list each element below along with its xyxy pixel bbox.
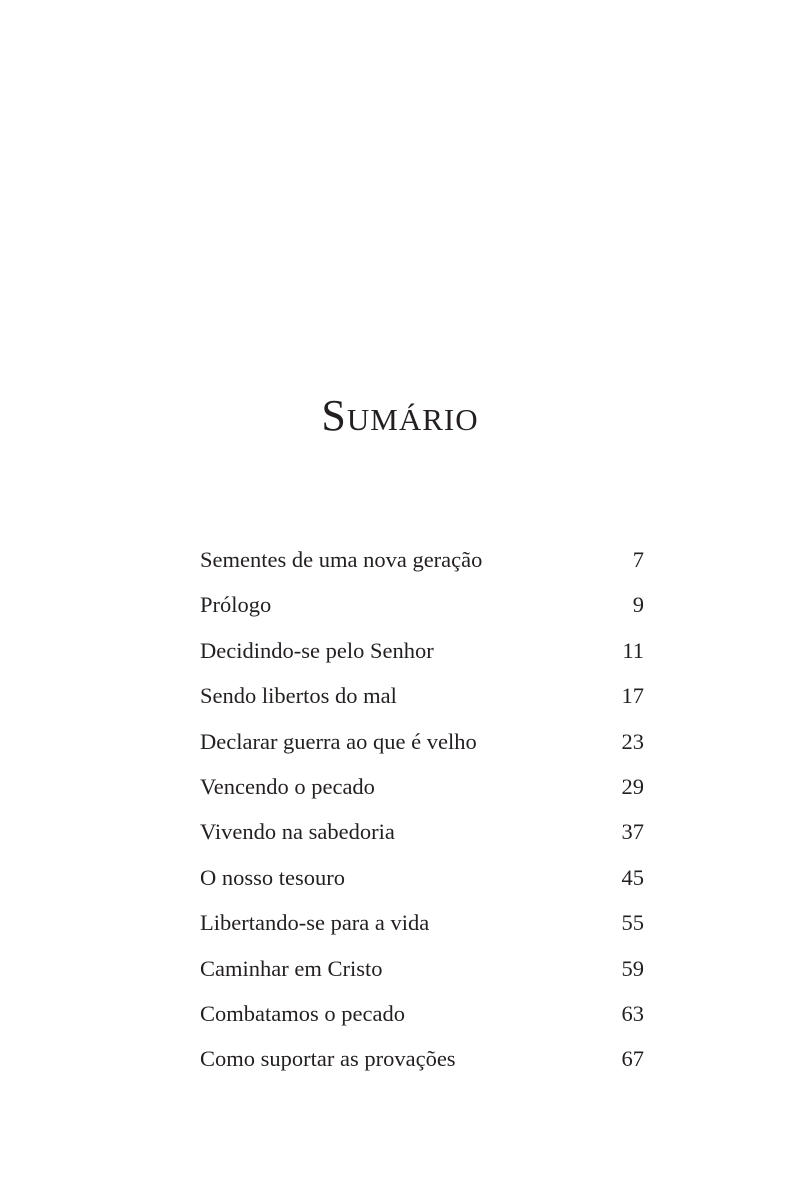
toc-entry-title: Decidindo-se pelo Senhor <box>200 637 434 663</box>
toc-entry-title: Sementes de uma nova geração <box>200 547 483 572</box>
toc-entry-title: Caminhar em Cristo <box>200 955 383 981</box>
toc-entry <box>200 628 644 673</box>
toc-entry-title: Sendo libertos do mal <box>200 683 397 709</box>
toc-entry-page-number: 63 <box>621 1000 644 1026</box>
toc-entry <box>200 764 644 809</box>
toc-entry-page-number: 29 <box>621 773 644 799</box>
table-of-contents <box>200 537 644 1082</box>
toc-entry-page-number: 11 <box>622 637 644 663</box>
toc-entry <box>200 719 644 764</box>
page-title: Sumário <box>321 391 479 440</box>
toc-entry-title: Vencendo o pecado <box>200 773 375 799</box>
toc-entry <box>200 991 644 1036</box>
toc-entry-title: Prólogo <box>200 592 272 618</box>
toc-entry-page-number: 7 <box>632 547 644 572</box>
toc-entry-title: Libertando-se para a vida <box>200 910 430 936</box>
toc-entry-page-number: 23 <box>621 728 644 754</box>
toc-entry-title: Vivendo na sabedoria <box>200 819 395 845</box>
toc-entry-page-number: 59 <box>621 955 644 981</box>
toc-entry-page-number: 55 <box>621 910 644 936</box>
toc-entry-title: Declarar guerra ao que é velho <box>200 728 477 754</box>
toc-entry <box>200 673 644 718</box>
toc-entry <box>200 946 644 991</box>
toc-entry-page-number: 17 <box>621 683 644 709</box>
toc-entry-page-number: 9 <box>632 592 644 618</box>
toc-entry-title: Como suportar as provações <box>200 1046 456 1072</box>
toc-entry-title: Combatamos o pecado <box>200 1000 405 1026</box>
toc-entry <box>200 900 644 945</box>
toc-entry <box>200 537 644 582</box>
toc-entry-title: O nosso tesouro <box>200 864 345 890</box>
toc-entry-page-number: 37 <box>621 819 644 845</box>
toc-entry <box>200 582 644 627</box>
toc-entry <box>200 1036 644 1081</box>
toc-entry <box>200 809 644 854</box>
toc-entry <box>200 855 644 900</box>
toc-entry-page-number: 67 <box>621 1046 644 1072</box>
toc-entry-page-number: 45 <box>621 864 644 890</box>
